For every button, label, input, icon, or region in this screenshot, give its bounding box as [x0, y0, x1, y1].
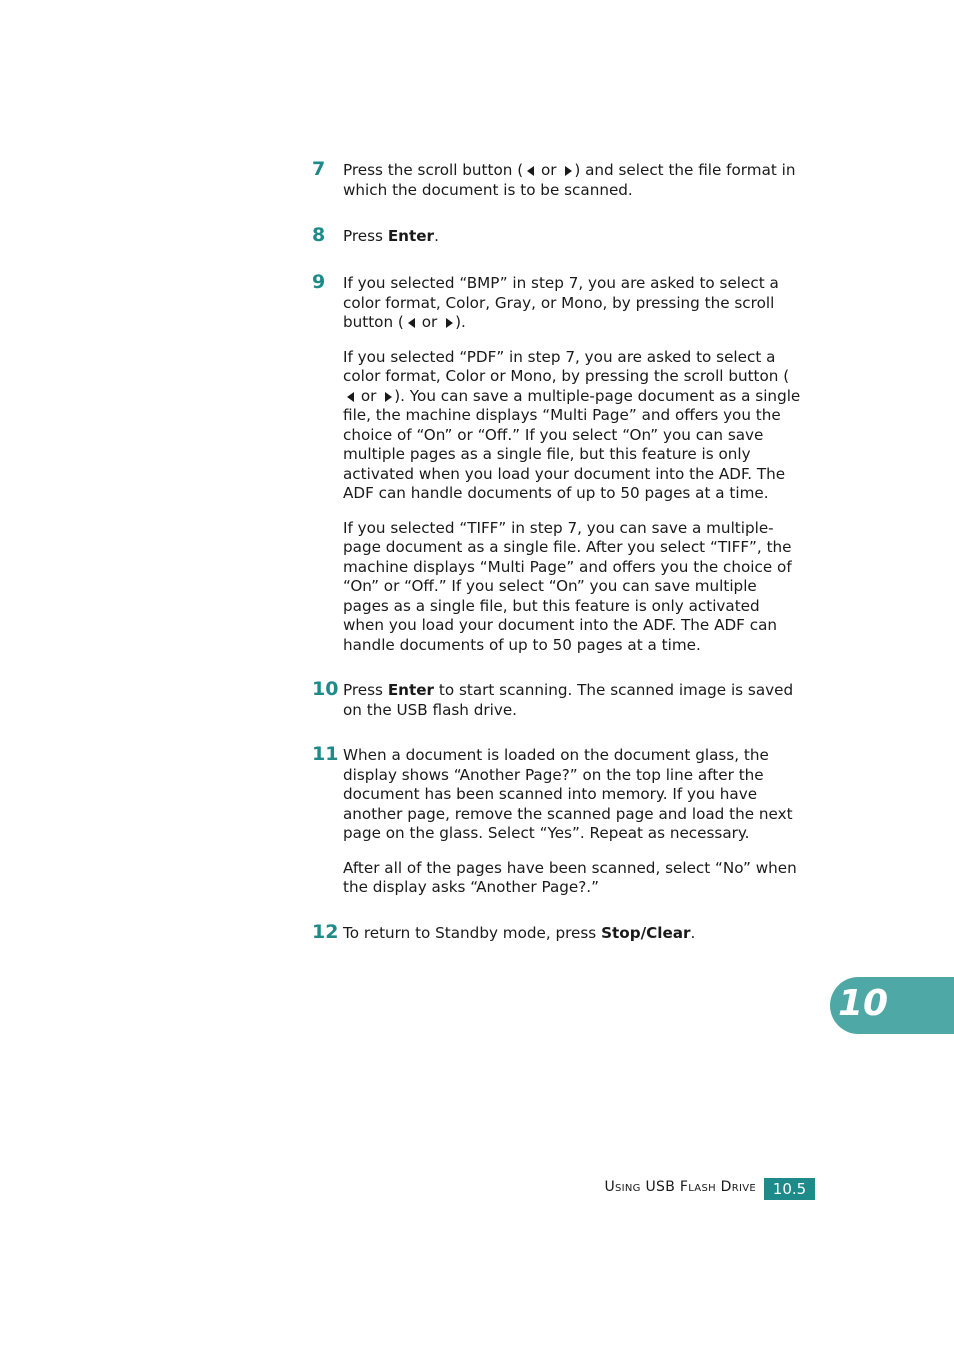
scroll-left-arrow-icon	[347, 392, 354, 402]
footer-page-number: 10.5	[764, 1178, 815, 1200]
enter-key-label: Enter	[387, 681, 435, 699]
text-segment: to start scanning. The scanned image is saved on the USB flash drive.	[343, 681, 794, 719]
step-7	[312, 158, 802, 200]
step-body	[343, 746, 802, 898]
scroll-right-arrow-icon	[385, 392, 392, 402]
footer-section-title: Using USB Flash Drive	[604, 1179, 756, 1195]
step-number: 12	[312, 921, 339, 943]
scroll-left-arrow-icon	[527, 166, 534, 176]
step-number: 7	[312, 158, 326, 180]
text-segment: ). You can save a multiple-page document as a single file, the machine displays “Multi Page” and offers you the choice of “On” or “Off.” If you select “On” you can save multiple pages as a single file, but this feature is only activated when you load your document into the ADF. The ADF can handle documents of up to 50 pages at a time.	[343, 386, 801, 502]
step-body	[343, 681, 802, 720]
step-paragraph	[343, 924, 802, 944]
step-11	[312, 743, 802, 898]
step-body	[343, 924, 802, 944]
step-number: 11	[312, 743, 339, 765]
text-segment: If you selected “PDF” in step 7, you are asked to select a color format, Color or Mono, by pressing the scroll button (	[343, 347, 790, 385]
step-paragraph	[343, 348, 802, 504]
stop-clear-key-label: Stop/Clear	[601, 924, 691, 942]
text-segment: ) and select the file format in which the document is to be scanned.	[343, 161, 796, 199]
scroll-right-arrow-icon	[446, 318, 453, 328]
step-paragraph: After all of the pages have been scanned, select “No” when the display asks “Another Page?.”	[343, 858, 797, 896]
step-number: 9	[312, 271, 326, 293]
scroll-left-arrow-icon	[408, 318, 415, 328]
step-paragraph	[343, 227, 802, 247]
step-paragraph	[343, 681, 802, 720]
chapter-tab	[830, 977, 954, 1034]
enter-key-label: Enter	[387, 227, 435, 245]
step-body	[343, 161, 802, 200]
step-paragraph	[343, 161, 802, 200]
text-segment: or	[421, 313, 438, 331]
step-10	[312, 678, 802, 720]
text-segment: If you selected “BMP” in step 7, you are asked to select a color format, Color, Gray, or Mono, by pressing the scroll button (	[343, 274, 779, 331]
text-segment: .	[434, 227, 439, 245]
step-number: 10	[312, 678, 339, 700]
step-paragraph: If you selected “TIFF” in step 7, you can save a multiple-page document as a single file. After you select “TIFF”, the machine displays “Multi Page” and offers you the choice of “On” or “Off.” If you select “On” you can save multiple pages as a single file, but this feature is only activated when you load your document into the ADF. The ADF can handle documents of up to 50 pages at a time.	[343, 518, 792, 654]
text-segment: Press	[343, 681, 388, 699]
step-9	[312, 271, 802, 655]
step-12	[312, 921, 802, 944]
text-segment: Press the scroll button (	[343, 161, 524, 179]
text-segment: or	[360, 386, 377, 405]
step-8	[312, 224, 802, 247]
text-segment: To return to Standby mode, press	[343, 924, 602, 942]
text-segment: Press	[343, 227, 388, 245]
text-segment: ).	[455, 313, 466, 331]
step-paragraph	[343, 274, 802, 333]
scroll-right-arrow-icon	[565, 166, 572, 176]
text-segment: or	[540, 161, 557, 179]
step-paragraph: When a document is loaded on the document glass, the display shows “Another Page?” on the top line after the document has been scanned into memory. If you have another page, remove the scanned page and load the next page on the glass. Select “Yes”. Repeat as necessary.	[343, 746, 793, 842]
step-body	[343, 274, 802, 655]
chapter-number: 10	[838, 983, 889, 1024]
step-number: 8	[312, 224, 326, 246]
step-body	[343, 227, 802, 247]
text-segment: .	[690, 924, 696, 942]
